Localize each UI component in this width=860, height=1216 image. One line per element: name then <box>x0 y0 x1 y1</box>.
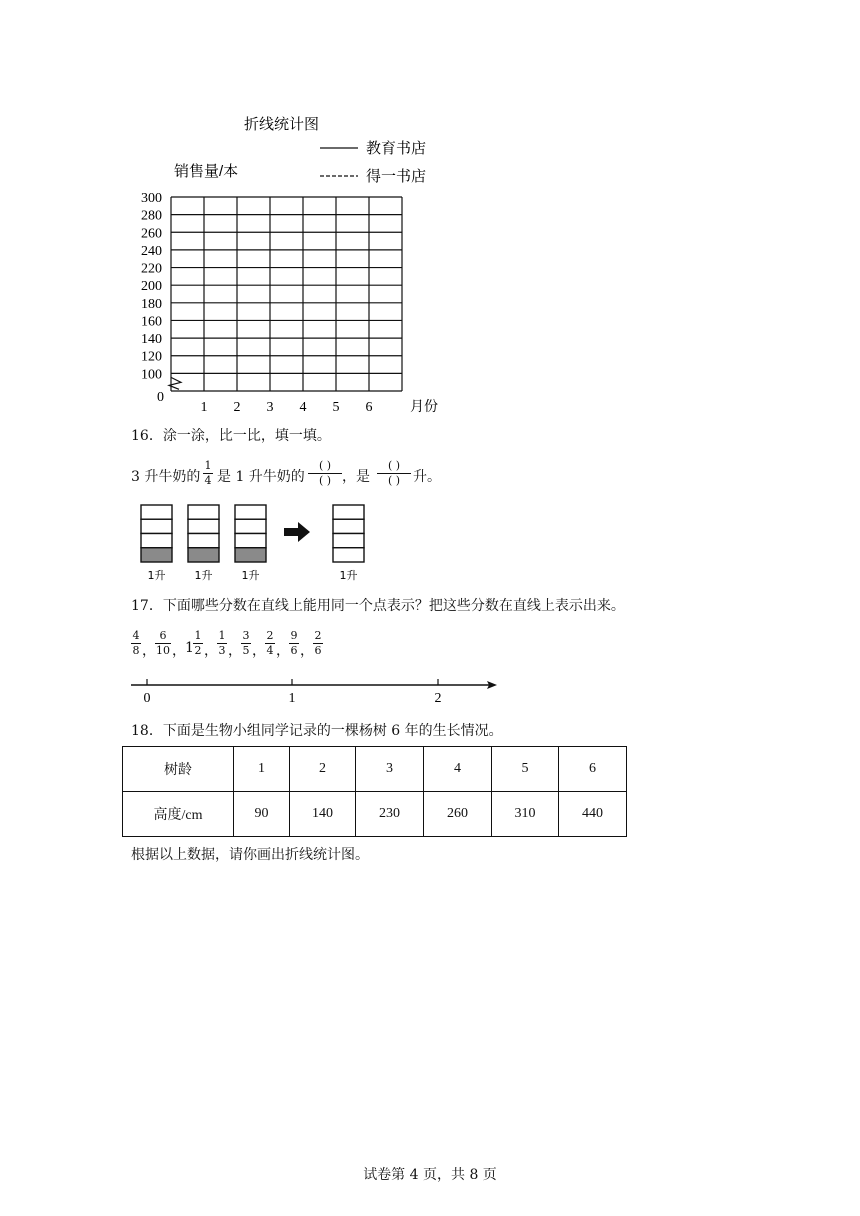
cup-segment[interactable] <box>188 534 219 548</box>
fraction-denominator: 6 <box>290 644 298 657</box>
fraction-denominator: 4 <box>204 474 212 487</box>
x-tick-label: 6 <box>365 400 373 415</box>
q17-fraction-list <box>131 628 431 668</box>
fraction-denominator: 6 <box>314 644 322 657</box>
x-axis-label: 月份 <box>410 398 438 414</box>
sales-line-chart <box>0 0 860 430</box>
fraction <box>313 630 323 657</box>
cup-segment-shaded[interactable] <box>141 548 172 562</box>
fraction-numerator: 2 <box>314 629 322 642</box>
fraction <box>155 630 171 657</box>
cup-segment-shaded[interactable] <box>235 548 266 562</box>
fraction-numerator: 4 <box>132 629 140 642</box>
q16-sentence <box>131 458 631 498</box>
y-tick-label: 260 <box>141 226 162 242</box>
milk-cup <box>141 505 172 582</box>
number-line-label: 1 <box>288 691 296 706</box>
fraction <box>131 630 141 657</box>
fraction <box>217 630 227 657</box>
cup-segment[interactable] <box>333 519 364 533</box>
separator: ， <box>204 643 218 659</box>
y-tick-label: 300 <box>141 191 162 206</box>
blank-fraction-2[interactable] <box>377 460 411 487</box>
q16-text-b: 是 1 升牛奶的 <box>217 469 305 485</box>
y-tick-label: 0 <box>157 390 164 405</box>
fraction-denominator: 3 <box>218 644 226 657</box>
fraction-numerator: 6 <box>159 629 167 642</box>
q17-prompt <box>131 597 625 615</box>
cup-label: 1升 <box>147 569 166 582</box>
q16-number: 16． <box>131 428 163 444</box>
legend-label: 教育书店 <box>366 140 427 157</box>
legend-label: 得一书店 <box>366 168 427 185</box>
cup-segment[interactable] <box>235 505 266 519</box>
table-cell: 230 <box>356 792 424 837</box>
q16-text-d: 升。 <box>413 469 441 485</box>
table-cell: 5 <box>492 747 559 792</box>
cup-segment[interactable] <box>235 534 266 548</box>
fraction <box>193 630 203 657</box>
q18-number: 18． <box>131 723 163 739</box>
y-tick-label: 140 <box>141 332 162 348</box>
cup-segment[interactable] <box>141 519 172 533</box>
cup-segment[interactable] <box>188 505 219 519</box>
cup-label: 1升 <box>194 569 213 582</box>
q16-instruction: 涂一涂，比一比，填一填。 <box>162 428 331 444</box>
milk-cup <box>235 505 266 582</box>
fraction-numerator: 1 <box>218 629 226 642</box>
cup-segment[interactable] <box>141 534 172 548</box>
separator: ， <box>172 643 186 659</box>
row-header-age: 树龄 <box>123 747 234 792</box>
x-tick-label: 3 <box>266 400 274 415</box>
table-cell: 140 <box>290 792 356 837</box>
fraction-denominator: 10 <box>156 644 170 657</box>
blank-numerator: ( ) <box>387 459 401 472</box>
q16-text-a: 3 升牛奶的 <box>131 469 201 485</box>
separator: ， <box>276 643 290 659</box>
cup-segment[interactable] <box>188 519 219 533</box>
fraction <box>241 630 251 657</box>
cup-segment[interactable] <box>333 505 364 519</box>
x-tick-label: 1 <box>200 400 208 415</box>
x-tick-label: 2 <box>233 400 241 415</box>
table-cell: 2 <box>290 747 356 792</box>
fraction-numerator: 2 <box>266 629 274 642</box>
y-axis-label: 销售量/本 <box>174 163 239 180</box>
fraction-numerator: 9 <box>290 629 298 642</box>
fraction <box>265 630 275 657</box>
fraction-numerator: 1 <box>204 459 212 472</box>
cup-label: 1升 <box>339 569 358 582</box>
fraction-numerator: 1 <box>194 629 202 642</box>
table-cell: 4 <box>424 747 492 792</box>
separator: ， <box>228 643 242 659</box>
page-footer: 试卷第 4 页，共 8 页 <box>363 1167 497 1183</box>
milk-cup <box>188 505 219 582</box>
cup-segment[interactable] <box>141 505 172 519</box>
table-row <box>123 792 627 837</box>
fraction-denominator: 8 <box>132 644 140 657</box>
fraction-one-quarter <box>203 460 213 487</box>
cup-segment[interactable] <box>333 534 364 548</box>
y-tick-label: 120 <box>141 349 162 365</box>
separator: ， <box>300 643 314 659</box>
q18-follow-up: 根据以上数据，请你画出折线统计图。 <box>131 847 369 863</box>
tree-growth-table <box>122 746 627 837</box>
fraction-numerator: 3 <box>242 629 250 642</box>
y-tick-label: 200 <box>141 279 162 295</box>
number-line[interactable] <box>0 672 860 712</box>
milk-cups-diagram <box>0 495 860 585</box>
fraction-denominator: 5 <box>242 644 250 657</box>
x-tick-label: 4 <box>299 400 307 415</box>
y-tick-label: 180 <box>141 296 162 312</box>
blank-fraction-1[interactable] <box>308 460 342 487</box>
number-line-label: 2 <box>434 691 442 706</box>
separator: ， <box>252 643 266 659</box>
y-tick-label: 280 <box>141 208 162 224</box>
cup-segment-shaded[interactable] <box>188 548 219 562</box>
table-cell: 90 <box>234 792 290 837</box>
arrow-right-icon <box>284 522 310 542</box>
x-tick-label: 5 <box>332 400 340 415</box>
table-cell: 310 <box>492 792 559 837</box>
table-cell: 6 <box>559 747 627 792</box>
table-cell: 260 <box>424 792 492 837</box>
fraction-denominator: 2 <box>194 644 202 657</box>
q16-text-c: ，是 <box>342 469 370 485</box>
y-tick-label: 240 <box>141 243 162 259</box>
fraction <box>289 630 299 657</box>
y-tick-label: 220 <box>141 261 162 277</box>
cup-segment[interactable] <box>333 548 364 562</box>
q17-instruction: 下面哪些分数在直线上能用同一个点表示？把这些分数在直线上表示出来。 <box>162 598 625 614</box>
separator: ， <box>142 643 156 659</box>
blank-denominator: ( ) <box>318 474 332 487</box>
table-cell: 440 <box>559 792 627 837</box>
milk-cup <box>333 505 364 582</box>
number-line-label: 0 <box>143 691 151 706</box>
table-cell: 3 <box>356 747 424 792</box>
y-tick-label: 160 <box>141 314 162 330</box>
blank-numerator: ( ) <box>318 459 332 472</box>
chart-title: 折线统计图 <box>244 116 320 133</box>
q17-number: 17． <box>131 598 163 614</box>
blank-denominator: ( ) <box>387 474 401 487</box>
q16-prompt <box>131 427 331 445</box>
cup-segment[interactable] <box>235 519 266 533</box>
table-row <box>123 747 627 792</box>
q18-prompt <box>131 722 503 740</box>
table-cell: 1 <box>234 747 290 792</box>
fraction-denominator: 4 <box>266 644 274 657</box>
y-tick-label: 100 <box>141 367 162 383</box>
q18-instruction: 下面是生物小组同学记录的一棵杨树 6 年的生长情况。 <box>162 723 503 739</box>
row-header-height: 高度/cm <box>123 792 234 837</box>
mixed-number-whole: 1 <box>185 640 194 656</box>
cup-label: 1升 <box>241 569 260 582</box>
